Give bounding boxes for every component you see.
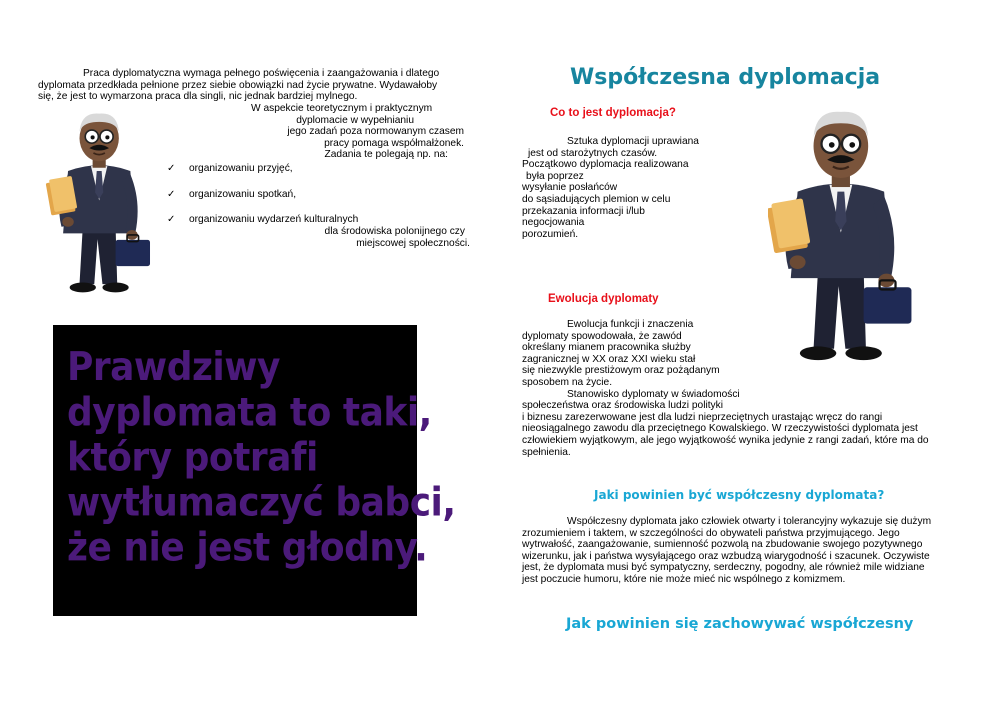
how-line: Współczesny dyplomata jako człowiek otwarty i tolerancyjny wykazuje się dużym	[567, 516, 932, 527]
intro-paragraph	[38, 68, 439, 103]
intro-line: się, że jest to wymarzona praca dla singli, nic jednak bardziej mylnego.	[38, 91, 358, 103]
what-line: Sztuka dyplomacji uprawiana	[567, 136, 699, 147]
quote-line: wytłumaczyć babci,	[67, 480, 456, 526]
intro-line: Praca dyplomatyczna wymaga pełnego poświęcenia i zaangażowania i dlatego	[83, 68, 440, 79]
what-line: przekazania informacji i/lub	[522, 205, 645, 217]
evolution-line: Ewolucja funkcji i znaczenia	[567, 319, 694, 330]
evolution-line: zagranicznej w XX oraz XXI wieku stał	[522, 353, 696, 365]
task-item: ✓ organizowaniu wydarzeń kulturalnych	[167, 214, 359, 226]
evolution-line: Stanowisko dyplomaty w świadomości	[567, 388, 740, 400]
heading-how-to-behave: Jak powinien się zachowywać współczesny	[566, 616, 914, 632]
what-line: była poprzez	[526, 170, 584, 182]
check-icon: ✓	[167, 163, 176, 174]
how-paragraph	[522, 516, 931, 586]
intro-line: dyplomata przedkłada pełnione przez siebie obowiązki nad życie prywatne. Wydawałoby	[38, 79, 438, 91]
diplomat-cartoon-icon	[44, 112, 156, 294]
heading-what-is-diplomacy: Co to jest dyplomacja?	[550, 107, 676, 119]
heading-how-should-be: Jaki powinien być współczesny dyplomata?	[594, 488, 885, 502]
aspect-paragraph	[240, 103, 466, 161]
what-line: do sąsiadujących plemion w celu	[522, 193, 671, 205]
how-line: jest, że dyplomata musi być sympatyczny, serdeczny, pogodny, ale również mile widziane	[522, 562, 925, 574]
page-title: Współczesna dyplomacja	[570, 65, 881, 90]
what-line: negocjowania	[522, 217, 585, 229]
evolution-line: społeczeństwa oraz środowiska ludzi polityki	[522, 400, 724, 412]
evolution-line: człowiekiem wyjątkowym, ale jego wyjątkowość wynika jedynie z rangi zadań, które ma do	[522, 434, 929, 446]
what-line: wysyłanie posłańców	[522, 182, 618, 194]
what-paragraph	[522, 136, 699, 240]
quote-line: dyplomata to taki,	[67, 390, 432, 436]
how-line: jest poczucie humoru, które nie może mieć nic wspólnego z komizmem.	[522, 573, 846, 585]
evolution-line: dyplomaty spowodowała, że zawód	[522, 330, 682, 342]
aspect-line: Zadania te polegają np. na:	[324, 149, 448, 161]
tail-line: dla środowiska polonijnego czy	[324, 226, 465, 237]
quote-text	[67, 345, 456, 571]
aspect-line: W aspekcie teoretycznym i praktycznym	[251, 103, 433, 114]
evolution-line: sposobem na życie.	[522, 376, 613, 388]
tail-line: miejscowej społeczności.	[356, 237, 470, 249]
what-line: porozumień.	[522, 228, 579, 240]
evolution-line: spełnienia.	[522, 446, 571, 458]
how-line: wizerunku, jak i państwa wysyłającego oraz wzbudzą wiarygodność i szacunek. Oczywiste	[522, 550, 930, 562]
aspect-line: pracy pomaga współmałżonek.	[324, 137, 464, 149]
what-line: jest od starożytnych czasów.	[528, 147, 658, 159]
how-line: wytrwałość, zaangażowanie, sumienność pozwolą na zbudowanie swojego pozytywnego	[522, 539, 923, 551]
quote-line: że nie jest głodny.	[67, 525, 428, 571]
quote-line: Prawdziwy	[67, 345, 280, 391]
quote-box	[53, 325, 456, 616]
evolution-line: nieosiągalnego zawodu dla przeciętnego Kowalskiego. W rzeczywistości dyplomata jest	[522, 423, 918, 435]
aspect-line: dyplomacie w wypełnianiu	[296, 114, 414, 126]
evolution-line: i biznesu zarezerwowane jest dla ludzi nieprzeciętnych urastając wręcz do rangi	[522, 411, 883, 423]
evolution-line: określany mianem pracownika służby	[522, 342, 691, 354]
right-page	[496, 0, 992, 701]
what-line: Początkowo dyplomacja realizowana	[522, 159, 689, 171]
how-line: zrozumieniem i taktem, w szczególności do obywateli państwa przyjmującego. Jego	[522, 527, 900, 539]
task-list	[167, 163, 358, 226]
task-item: ✓ organizowaniu spotkań,	[167, 188, 297, 200]
heading-evolution: Ewolucja dyplomaty	[548, 293, 659, 305]
check-icon: ✓	[167, 214, 176, 226]
quote-line: który potrafi	[67, 435, 318, 481]
task-tail	[300, 226, 470, 249]
task-item: ✓ organizowaniu przyjęć,	[167, 163, 293, 174]
check-icon: ✓	[167, 188, 176, 200]
evolution-line: się niezwykle prestiżowym oraz pożądanym	[522, 365, 720, 377]
aspect-line: jego zadań poza normowanym czasem	[287, 126, 464, 138]
evolution-paragraph	[522, 319, 929, 458]
